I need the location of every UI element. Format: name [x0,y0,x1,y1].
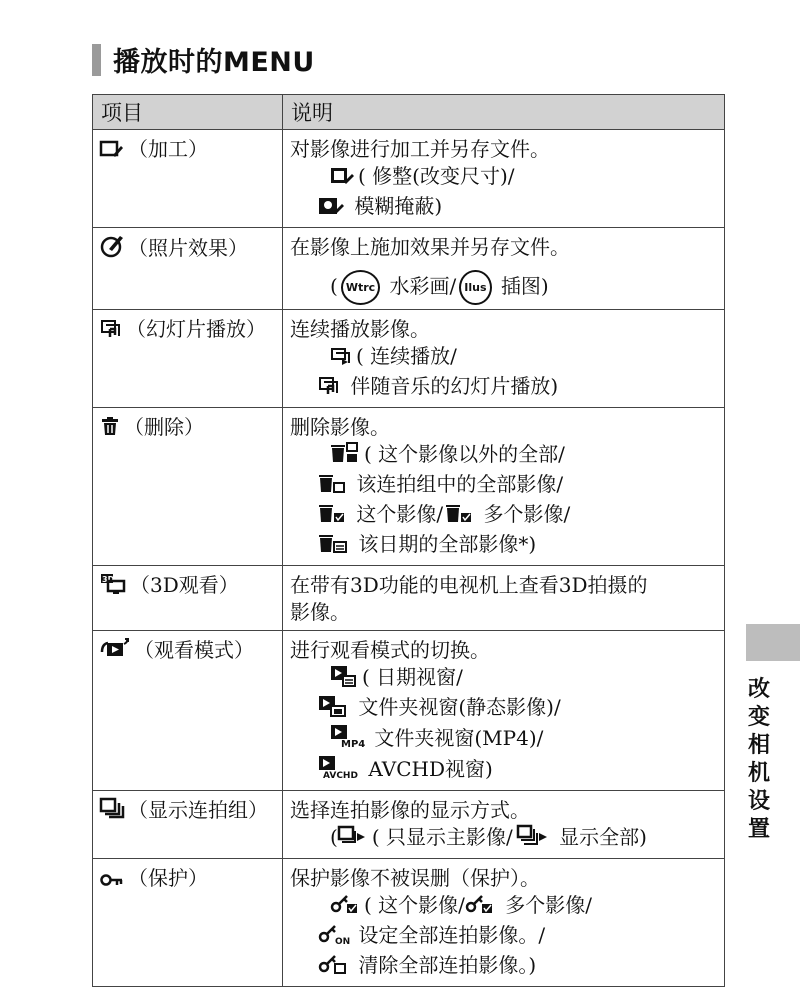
side-tab-marker [746,624,800,661]
description-line: 模糊掩蔽) [348,194,443,218]
item-label: （幻灯片播放） [126,317,266,341]
item-cell [93,791,283,859]
svg-text:3D: 3D [102,575,115,584]
description-line: ( 这个影像以外的全部/ [364,442,565,466]
description-cell [283,631,725,791]
description-line: 插图) [494,274,549,298]
description-cell: 在影像上施加效果并另存文件。 ( Wtrc 水彩画/ Ilus 插图) [283,228,725,310]
description-line: 选择连拍影像的显示方式。 [290,798,530,822]
protect-all-burst-icon [318,923,351,952]
avchd-view-icon [318,755,358,786]
unprotect-all-burst-icon [318,953,348,982]
description-cell [283,566,725,631]
protect-this-image-icon [330,893,360,922]
trash-icon [100,417,120,444]
table-row [93,791,725,859]
section-heading [92,40,315,79]
delete-date-icon [318,532,348,561]
table-header-row [93,95,725,130]
description-line: ( 只显示主影像/ [371,825,513,849]
item-label: （保护） [128,866,208,890]
description-line: 对影像进行加工并另存文件。 [290,137,550,161]
description-line: ( 日期视窗/ [362,665,463,689]
description-line: ( 这个影像/ [364,893,465,917]
description-line: 在影像上施加效果并另存文件。 [290,235,570,259]
item-cell [93,566,283,631]
item-cell [93,631,283,791]
heading-marker [92,44,101,76]
description-line: 清除全部连拍影像。) [352,953,537,977]
description-line: 删除影像。 [290,415,390,439]
description-line: 这个影像/ [350,502,444,526]
3d-viewing-icon [100,573,126,602]
item-label: （删除） [124,415,204,439]
description-line: 文件夹视窗(MP4)/ [368,726,544,750]
delete-all-except-icon [330,442,360,471]
svg-text:ON: ON [335,937,351,947]
date-view-icon [330,665,358,694]
item-cell [93,310,283,408]
description-line: 显示全部) [552,825,647,849]
svg-text:MP4: MP4 [341,739,366,750]
menu-table [92,94,725,987]
description-line: 连续播放影像。 [290,317,430,341]
view-mode-icon [100,638,130,667]
item-label: （观看模式） [134,638,254,662]
folder-view-mp4-icon [330,724,364,755]
description-line: 多个影像/ [477,502,571,526]
item-cell [93,408,283,566]
retouch-icon [100,139,124,166]
description-line: ( 连续播放/ [356,344,457,368]
description-line: 该日期的全部影像*) [352,532,537,556]
delete-this-image-icon [318,502,346,531]
protect-multiple-icon [465,893,495,922]
delete-multiple-icon [445,502,473,531]
main-image-only-icon [338,825,368,854]
description-line: 进行观看模式的切换。 [290,638,490,662]
watercolor-icon: Wtrc [341,270,380,305]
item-cell [93,859,283,987]
table-row [93,228,725,310]
description-line: 水彩画/ [383,274,457,298]
table-row [93,408,725,566]
table-row [93,631,725,791]
description-line: 多个影像/ [498,893,593,917]
description-line: 文件夹视窗(静态影像)/ [352,695,561,719]
description-cell [283,859,725,987]
slideshow-icon [100,319,122,346]
table-row [93,859,725,987]
delete-burst-group-icon [318,472,346,501]
description-cell [283,130,725,228]
table-row [93,566,725,631]
description-line: AVCHD视窗) [362,757,493,781]
item-label: （3D观看） [130,573,239,597]
item-label: （照片效果） [128,236,248,260]
key-icon [100,868,124,895]
music-slideshow-icon [318,376,340,403]
burst-group-icon [100,798,124,827]
item-label: （显示连拍组） [128,798,268,822]
description-line: 设定全部连拍影像。/ [352,923,546,947]
description-line: 保护影像不被误删（保护）。 [290,866,540,890]
item-cell [93,228,283,310]
illustration-icon: Ilus [459,270,491,305]
svg-text:AVCHD: AVCHD [323,771,358,781]
display-all-icon [517,825,549,854]
folder-view-still-icon [318,695,348,724]
page-title: 播放时的MENU [113,47,315,78]
description-cell [283,310,725,408]
description-cell [283,408,725,566]
description-line: 影像。 [290,600,350,624]
description-line: 该连拍组中的全部影像/ [350,472,564,496]
item-cell [93,130,283,228]
trimming-icon [330,166,354,193]
column-header-description: 说明 [283,95,725,130]
description-cell: 选择连拍影像的显示方式。 ( ( 只显示主影像/ 显示全部) [283,791,725,859]
continuous-play-icon [330,346,352,373]
picture-effect-icon [100,234,124,265]
side-tab-label: 改变相机设置 [747,677,770,842]
column-header-item: 项目 [93,95,283,130]
table-row [93,130,725,228]
item-label: （加工） [128,137,208,161]
description-line: ( 修整(改变尺寸)/ [358,164,515,188]
table-row [93,310,725,408]
description-line: 伴随音乐的幻灯片播放) [344,374,559,398]
soft-skin-blur-icon [318,196,344,223]
description-line: 在带有3D功能的电视机上查看3D拍摄的 [290,573,648,597]
